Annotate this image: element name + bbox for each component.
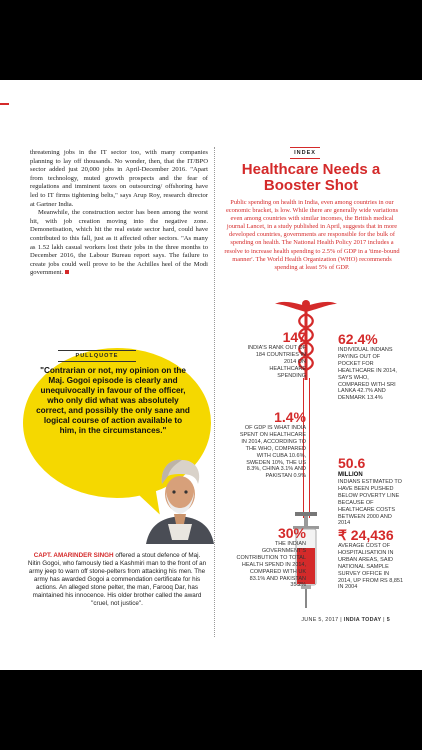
stat-india-rank (246, 330, 306, 380)
index-tag: INDEX (290, 147, 320, 159)
footer-separator: | (340, 617, 342, 623)
article-text (30, 149, 208, 278)
stat-poverty (338, 456, 404, 527)
stat-value: 50.6 (338, 455, 366, 471)
stat-description: THE INDIAN GOVERNMENT'S CONTRIBUTION TO TOTAL HEALTH SPEND IN 2014, COMPARED WITH UK 83.1% AND PAKISTAN 35.2% (236, 541, 306, 589)
stat-value: 62.4% (338, 331, 378, 347)
stat-description: INDIVIDUAL INDIANS PAYING OUT OF POCKET FOR HEALTHCARE IN 2014, SAYS WHO, COMPARED WITH SRI LANKA 42.7% AND DENMARK 13.4% (338, 347, 397, 402)
footer-date: JUNE 5, 2017 (301, 617, 339, 623)
index-title: Healthcare Needs a Booster Shot (241, 161, 381, 194)
bottom-black-bar (0, 670, 422, 750)
stat-hospitalisation-cost (338, 528, 404, 591)
stat-description: INDIANS ESTIMATED TO HAVE BEEN PUSHED BELOW POVERTY LINE BECAUSE OF HEALTHCARE COSTS BETWEEN 2000 AND 2014 (338, 479, 402, 527)
footer-separator: | (383, 617, 385, 623)
caption-text: offered a stout defence of Maj. Nitin Gogoi, who famously tied a Kashmiri man to the front of an army jeep to warn off stone-pelters from attacking his men. The army has awarded Gogoi a commendation certificate for his actions. An alleged stone pelter, the man, Farooq Dar, has maintained his innocence. His older brother called the award "cruel, not justice". (27, 552, 207, 607)
page-edge-marker (0, 103, 9, 105)
index-intro: Public spending on health in India, even among countries in our economic bracket, is low. While there are generally wide variations even among countries with similar incomes, the British medical journal Lancet, in a study published in April, suggests that in more developed countries, governments are responsible for the bulk of spending on health. The National Health Policy 2017 includes a resolve to increase health spending to 2.5% of GDP in a 'time-bound manner'. The World Health Organization (WHO) recommends spending at least 5% of GDP. (224, 199, 400, 271)
stat-value-wrap (338, 456, 404, 479)
photo-caption (27, 552, 207, 608)
footer-magazine: INDIA TODAY (343, 617, 382, 623)
stat-unit: MILLION (338, 472, 363, 478)
stat-gdp-share (234, 410, 306, 480)
article-paragraph-1: threatening jobs in the IT sector too, with many companies planning to lay off thousands. No wonder, then, that the IT/BPO sector added just 20,000 jobs in April-December 2016. "Apart from technology, muted growth prospects and the fear of regulations and imminent taxes on outsourcing/ offshoring have led to IT firms tightening belts," says Arup Roy, research director at Gartner India. (30, 149, 208, 208)
stat-description: AVERAGE COST OF HOSPITALISATION IN URBAN AREAS, SAID NATIONAL SAMPLE SURVEY OFFICE IN 2014, UP FROM RS 8,851 IN 2004 (338, 543, 404, 591)
article-paragraph-2: Meanwhile, the construction sector has been among the worst hit, with job creation moving into the negative zone. Demonetisation, which hit the real estate sector hard, could have contributed to this fall, just as it affected other sectors. "As many as 1.52 lakh casual workers lost their jobs in the three months to December 2016, the Labour Bureau report says. The failure to create jobs could well prove to be the Achilles heel of the Modi government. (30, 209, 208, 277)
column-divider (214, 147, 215, 637)
stat-value: 30% (277, 525, 306, 541)
page-number: 5 (386, 617, 390, 623)
end-mark-icon (65, 270, 69, 274)
pullquote-text: "Contrarian or not, my opinion on the Maj. Gogoi episode is clearly and unequivocally in favour of the officer, who only did what was absolutely correct, and possibly the only sane and logical course of action available to him, in the circumstances." (36, 366, 190, 435)
pullquote-label: PULLQUOTE (58, 350, 136, 362)
portrait-image (140, 452, 220, 544)
caption-name: CAPT. AMARINDER SINGH (33, 552, 114, 559)
stat-value: ₹ 24,436 (338, 527, 394, 543)
stat-description: INDIA'S RANK OUT OF 184 COUNTRIES IN 2014 ON HEALTHCARE SPENDING (247, 345, 306, 379)
stat-govt-contribution (234, 526, 306, 589)
stat-out-of-pocket (338, 332, 400, 402)
stat-description: OF GDP IS WHAT INDIA SPENT ON HEALTHCARE IN 2014, ACCORDING TO THE WHO, COMPARED WITH CUBA 10.6%, SWEDEN 10%, THE US 8.3%, CHINA 3.1% AND PAKISTAN 0.9% (239, 425, 306, 480)
stat-value: 147 (282, 329, 306, 345)
stat-value: 1.4% (274, 409, 306, 425)
iv-line (309, 378, 310, 518)
top-black-bar (0, 0, 422, 80)
page-footer (270, 617, 390, 623)
